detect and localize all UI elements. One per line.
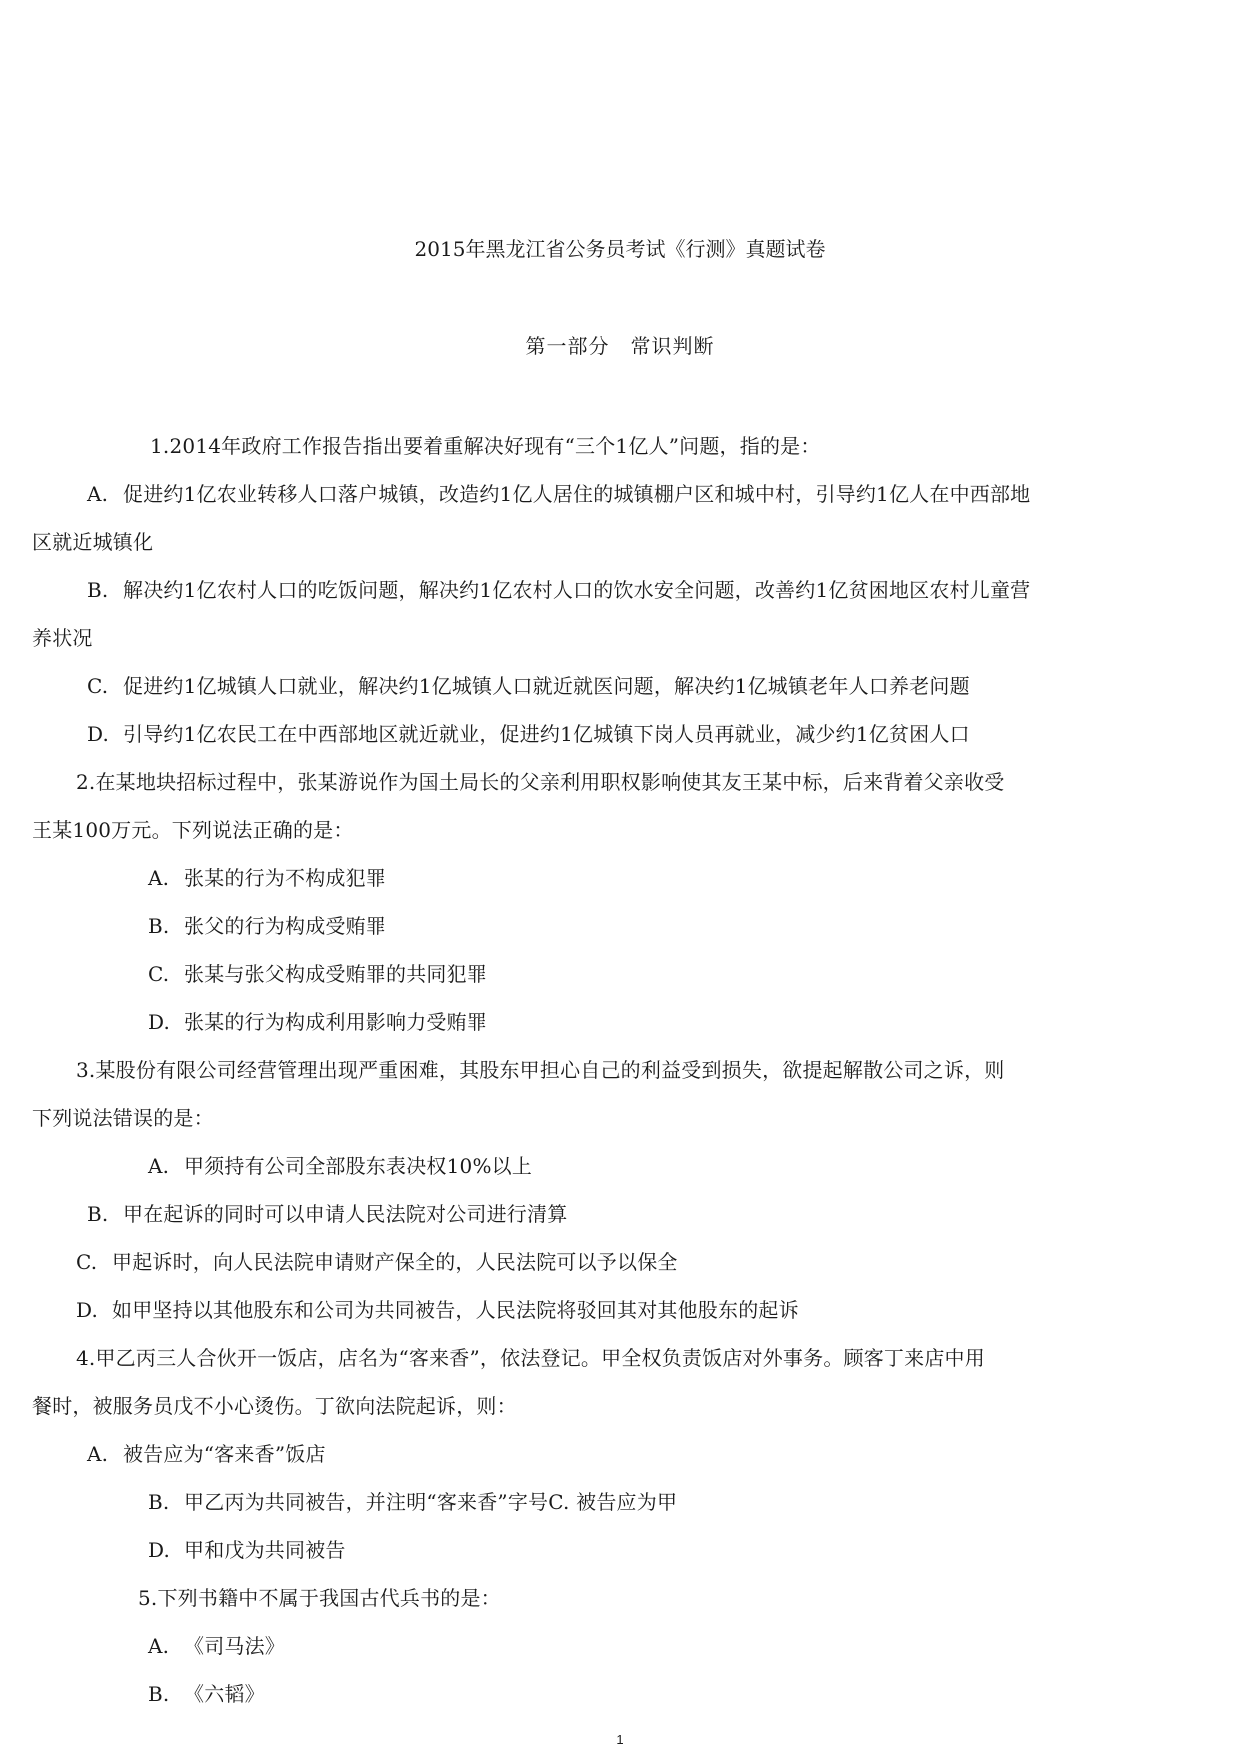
question-2-stem-continued: 王某100万元。下列说法正确的是： — [32, 818, 354, 842]
option-letter: B. — [87, 578, 109, 602]
question-3-option-c — [76, 1249, 678, 1275]
option-text: 张某的行为不构成犯罪 — [184, 866, 386, 890]
question-4-stem: 4.甲乙丙三人合伙开一饭店，店名为“客来香”，依法登记。甲全权负责饭店对外事务。顾客丁来店中用 — [76, 1346, 985, 1370]
option-text: 甲须持有公司全部股东表决权10%以上 — [184, 1154, 533, 1178]
document-title: 2015年黑龙江省公务员考试《行测》真题试卷 — [414, 237, 826, 261]
question-3-option-a — [148, 1153, 532, 1179]
question-2-option-c — [148, 961, 487, 987]
option-text: 甲起诉时，向人民法院申请财产保全的，人民法院可以予以保全 — [112, 1250, 678, 1274]
option-text: 促进约1亿城镇人口就业，解决约1亿城镇人口就近就医问题，解决约1亿城镇老年人口养老问题 — [123, 674, 970, 698]
option-text: 张某的行为构成利用影响力受贿罪 — [184, 1010, 487, 1034]
option-text: 张父的行为构成受贿罪 — [184, 914, 386, 938]
question-1-option-b — [87, 577, 1030, 603]
question-5-option-a — [148, 1633, 285, 1659]
option-letter: D. — [148, 1538, 171, 1562]
section-heading: 第一部分 常识判断 — [525, 334, 715, 358]
option-letter: B. — [87, 1202, 109, 1226]
question-4-option-d — [148, 1537, 346, 1563]
question-3-option-b — [87, 1201, 567, 1227]
option-text: 张某与张父构成受贿罪的共同犯罪 — [184, 962, 487, 986]
option-letter: C. — [76, 1250, 98, 1274]
question-5-option-b — [148, 1681, 265, 1707]
option-text: 解决约1亿农村人口的吃饭问题，解决约1亿农村人口的饮水安全问题，改善约1亿贫困地区农村儿童营 — [123, 578, 1031, 602]
option-text: 促进约1亿农业转移人口落户城镇，改造约1亿人居住的城镇棚户区和城中村，引导约1亿人在中西部地 — [123, 482, 1031, 506]
question-1-option-a — [87, 481, 1030, 507]
option-letter: B. — [148, 1490, 170, 1514]
question-4-stem-continued: 餐时，被服务员戊不小心烫伤。丁欲向法院起诉，则： — [32, 1394, 517, 1418]
question-1-option-a-continued: 区就近城镇化 — [32, 530, 154, 554]
option-letter: A. — [148, 1154, 170, 1178]
page-number: 1 — [616, 1732, 624, 1747]
question-3-option-d — [76, 1297, 799, 1323]
option-letter: A. — [148, 1634, 170, 1658]
question-2-option-b — [148, 913, 386, 939]
option-text: 《六韬》 — [184, 1682, 265, 1706]
question-5-stem: 5.下列书籍中不属于我国古代兵书的是： — [138, 1586, 501, 1610]
option-letter: C. — [87, 674, 109, 698]
question-1-option-b-continued: 养状况 — [32, 626, 93, 650]
option-letter: D. — [87, 722, 110, 746]
question-1-stem: 1.2014年政府工作报告指出要着重解决好现有“三个1亿人”问题，指的是： — [150, 434, 821, 458]
option-letter: A. — [87, 482, 109, 506]
option-letter: B. — [148, 914, 170, 938]
option-text: 甲和戊为共同被告 — [184, 1538, 346, 1562]
option-letter: C. — [148, 962, 170, 986]
option-text: 被告应为“客来香”饭店 — [123, 1442, 326, 1466]
question-3-stem-continued: 下列说法错误的是： — [32, 1106, 214, 1130]
option-text: 甲在起诉的同时可以申请人民法院对公司进行清算 — [123, 1202, 568, 1226]
option-letter: D. — [76, 1298, 99, 1322]
question-2-option-d — [148, 1009, 487, 1035]
question-1-option-c — [87, 673, 970, 699]
option-letter: A. — [87, 1442, 109, 1466]
question-2-stem: 2.在某地块招标过程中，张某游说作为国土局长的父亲利用职权影响使其友王某中标，后来背着父亲收受 — [76, 770, 1005, 794]
question-2-option-a — [148, 865, 386, 891]
option-text: 甲乙丙为共同被告，并注明“客来香”字号C. 被告应为甲 — [184, 1490, 678, 1514]
question-3-stem: 3.某股份有限公司经营管理出现严重困难，其股东甲担心自己的利益受到损失，欲提起解散公司之诉，则 — [76, 1058, 1005, 1082]
option-letter: B. — [148, 1682, 170, 1706]
option-text: 引导约1亿农民工在中西部地区就近就业，促进约1亿城镇下岗人员再就业，减少约1亿贫困人口 — [123, 722, 970, 746]
option-letter: D. — [148, 1010, 171, 1034]
option-text: 《司马法》 — [184, 1634, 285, 1658]
option-text: 如甲坚持以其他股东和公司为共同被告，人民法院将驳回其对其他股东的起诉 — [112, 1298, 799, 1322]
question-4-option-a — [87, 1441, 326, 1467]
question-1-option-d — [87, 721, 970, 747]
option-letter: A. — [148, 866, 170, 890]
question-4-option-b — [148, 1489, 677, 1515]
